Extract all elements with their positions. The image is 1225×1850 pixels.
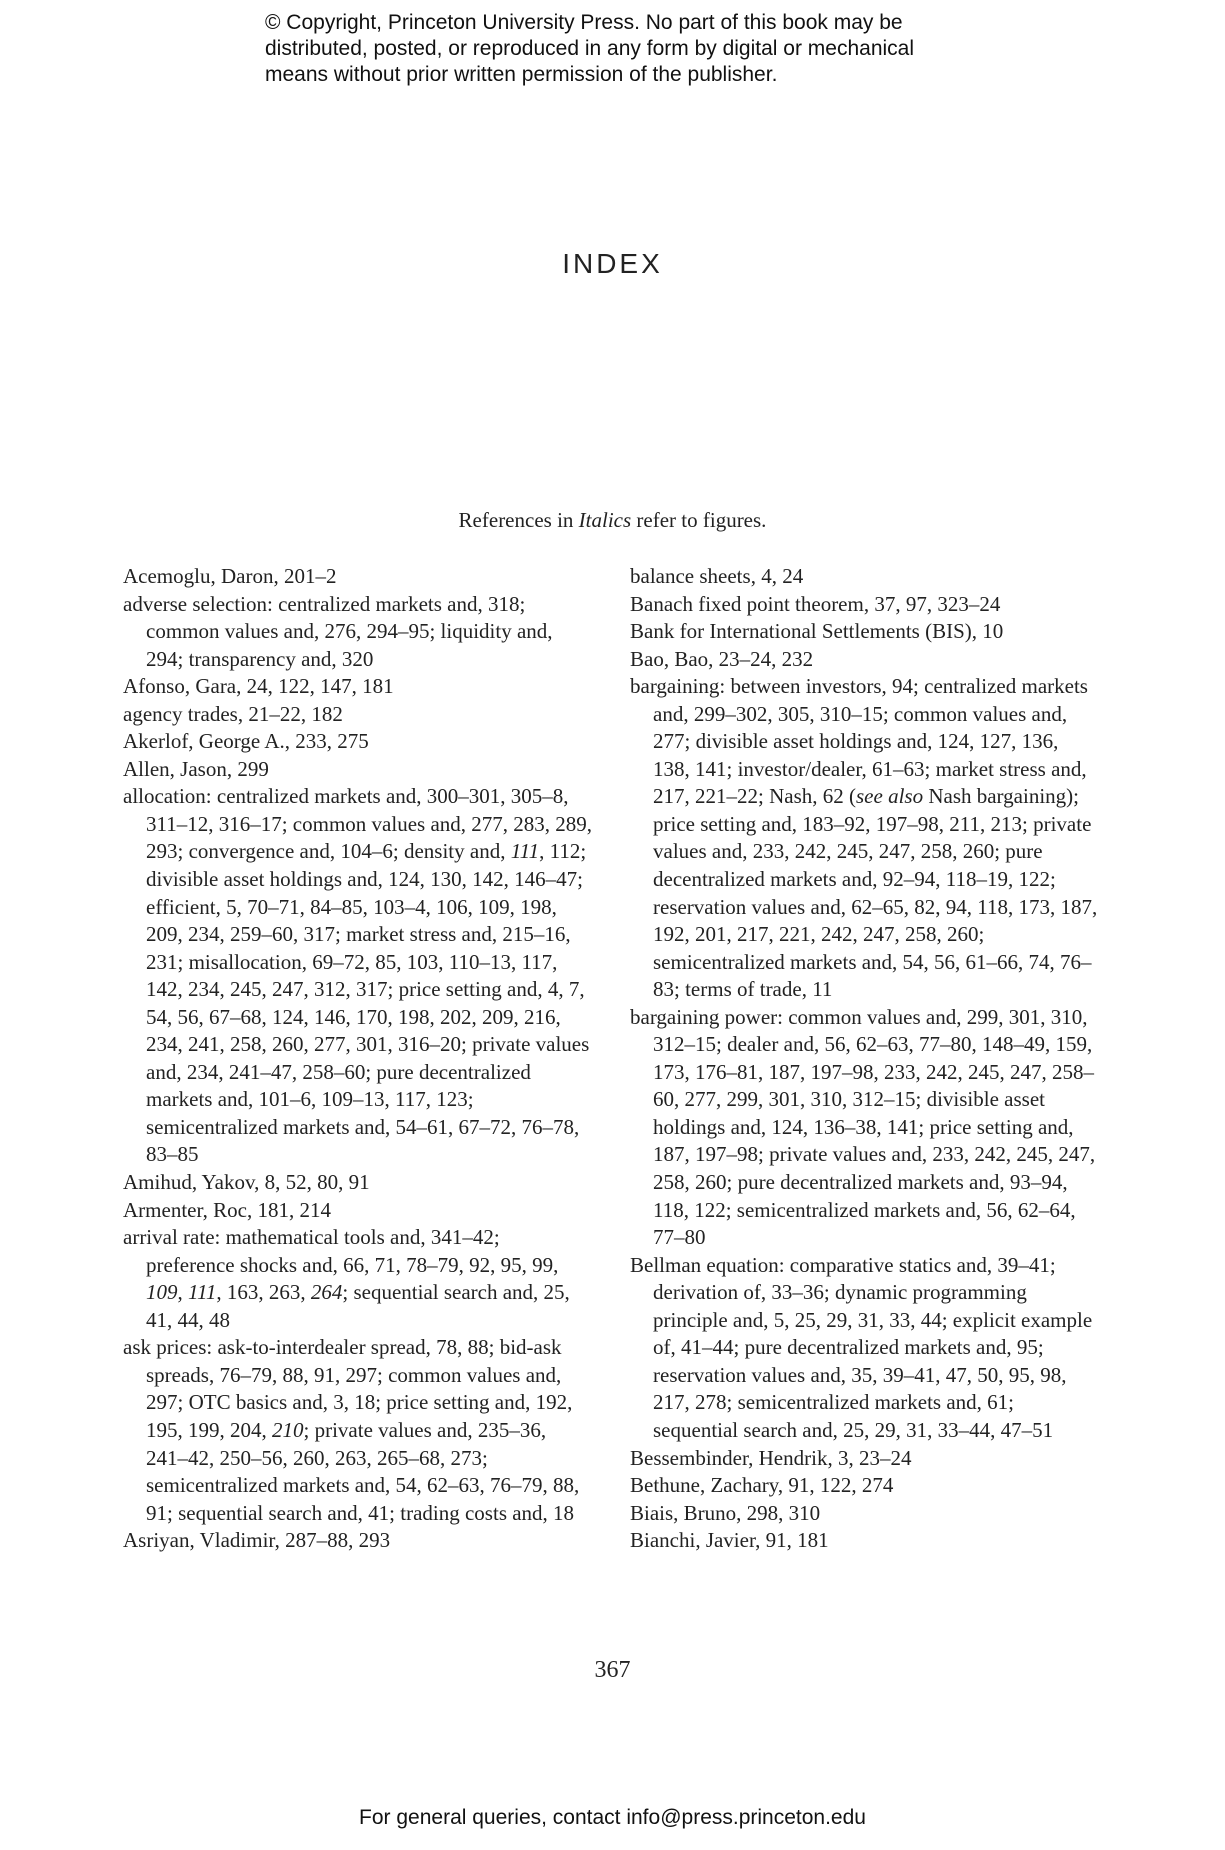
index-column-right (630, 563, 1100, 1555)
page-number: 367 (594, 1657, 631, 1683)
index-entry (630, 563, 1100, 591)
index-entry (123, 783, 593, 1169)
index-entry-text: Bank for International Settlements (BIS), 10 (630, 619, 1004, 644)
index-entry-text: Bianchi, Javier, 91, 181 (630, 1528, 829, 1553)
index-entry-text: Amihud, Yakov, 8, 52, 80, 91 (123, 1170, 370, 1195)
index-entry-text: Nash bargaining); price setting and, 183–92, 197–98, 211, 213; private values and, 233, 242, 245, 247, 258, 260; pure decentralized markets and, 92–94, 118–19, 122; reservation values and, 62–65, 82, 94, 118, 173, 187, 192, 201, 217, 221, 242, 247, 258, 260; semicentralized markets and, 54, 56, 61–66, 74, 76–83; terms of trade, 11 (653, 784, 1098, 1002)
index-entry-text: Bellman equation: comparative statics and, 39–41; derivation of, 33–36; dynamic programming principle and, 5, 25, 29, 31, 33, 44; explicit example of, 41–44; pure decentralized markets and, 95; reservation values and, 35, 39–41, 47, 50, 95, 98, 217, 278; semicentralized markets and, 61; sequential search and, 25, 29, 31, 33–44, 47–51 (630, 1252, 1093, 1442)
index-entry-text: ask prices: ask-to-interdealer spread, 78, 88; bid-ask spreads, 76–79, 88, 91, 297; common values and, 297; OTC basics and, 3, 18; price setting and, 192, 195, 199, 204, (123, 1335, 573, 1442)
index-entry (630, 1500, 1100, 1528)
italics-note (0, 508, 1225, 533)
index-entry (123, 1169, 593, 1197)
index-entry (630, 1252, 1100, 1445)
index-entry-text: Allen, Jason, 299 (123, 756, 269, 781)
index-entry-text: Afonso, Gara, 24, 122, 147, 181 (123, 674, 394, 699)
index-entry (123, 728, 593, 756)
index-entry-text: Armenter, Roc, 181, 214 (123, 1197, 331, 1222)
index-column-left (123, 563, 593, 1555)
figure-page-reference: 111 (188, 1280, 217, 1305)
figure-page-reference: 210 (272, 1417, 304, 1442)
index-entry-text: agency trades, 21–22, 182 (123, 701, 343, 726)
figure-page-reference: 111 (510, 839, 540, 864)
figure-page-reference: see also (856, 784, 924, 809)
index-entry-text: ; private values and, 235–36, 241–42, 250–56, 260, 263, 265–68, 273; semicentralized markets and, 54, 62–63, 76–79, 88, 91; sequential search and, 41; trading costs and, 18 (146, 1417, 580, 1525)
index-entry-text: adverse selection: centralized markets and, 318; common values and, 276, 294–95; liquidity and, 294; transparency and, 320 (123, 591, 553, 671)
index-entry (630, 1527, 1100, 1555)
index-entry (630, 618, 1100, 646)
index-entry-text: ; sequential search and, 25, 41, 44, 48 (146, 1280, 570, 1332)
index-entry (630, 1445, 1100, 1473)
figure-page-reference: 264 (310, 1280, 343, 1305)
index-entry-text: Acemoglu, Daron, 201–2 (123, 564, 337, 588)
index-entry-text: bargaining: between investors, 94; centralized markets and, 299–302, 305, 310–15; common values and, 277; divisible asset holdings and, 124, 127, 136, 138, 141; investor/dealer, 61–63; market stress and, 217, 221–22; Nash, 62 ( (630, 674, 1088, 809)
index-entry-text: balance sheets, 4, 24 (630, 564, 804, 588)
index-entry-text: Banach fixed point theorem, 37, 97, 323–24 (630, 591, 1001, 616)
index-entry (630, 646, 1100, 674)
index-entry (630, 673, 1100, 1004)
index-entry-text: Bao, Bao, 23–24, 232 (630, 646, 814, 671)
index-entry (123, 756, 593, 784)
index-entry-text: Bessembinder, Hendrik, 3, 23–24 (630, 1445, 912, 1470)
index-entry (123, 701, 593, 729)
index-entry (123, 1527, 593, 1555)
index-entry (123, 1224, 593, 1334)
index-entry-text: bargaining power: common values and, 299, 301, 310, 312–15; dealer and, 56, 62–63, 77–80, 148–49, 159, 173, 176–81, 187, 197–98, 233, 242, 245, 247, 258–60, 277, 299, 301, 310, 312–15; divisible asset holdings and, 124, 136–38, 141; price setting and, 187, 197–98; private values and, 233, 242, 245, 247, 258, 260; pure decentralized markets and, 93–94, 118, 122; semicentralized markets and, 56, 62–64, 77–80 (630, 1004, 1096, 1250)
copyright-line: means without prior written permission of the publisher. (265, 63, 778, 86)
index-entry-text: arrival rate: mathematical tools and, 341–42; preference shocks and, 66, 71, 78–79, 92, 95, 99, (123, 1225, 559, 1277)
index-entry (123, 1197, 593, 1225)
index-entry (123, 591, 593, 674)
note-text: References in (458, 508, 579, 532)
index-entry (123, 1334, 593, 1527)
footer-contact: For general queries, contact info@press.princeton.edu (359, 1806, 866, 1829)
copyright-line: distributed, posted, or reproduced in any form by digital or mechanical (265, 37, 915, 60)
note-italic-text: Italics (578, 508, 632, 532)
copyright-notice (265, 10, 1025, 88)
index-entry-text: Asriyan, Vladimir, 287–88, 293 (123, 1528, 391, 1553)
note-text: refer to figures. (631, 508, 767, 532)
index-entry (630, 1004, 1100, 1252)
index-entry (630, 591, 1100, 619)
index-entry-text: Bethune, Zachary, 91, 122, 274 (630, 1473, 894, 1498)
index-entry-text: , 112; divisible asset holdings and, 124, 130, 142, 146–47; efficient, 5, 70–71, 84–85, 103–4, 106, 109, 198, 209, 234, 259–60, 317; market stress and, 215–16, 231; misallocation, 69–72, 85, 103, 110–13, 117, 142, 234, 245, 247, 312, 317; price setting and, 4, 7, 54, 56, 67–68, 124, 146, 170, 198, 202, 209, 216, 234, 241, 258, 260, 277, 301, 316–20; private values and, 234, 241–47, 258–60; pure decentralized markets and, 101–6, 109–13, 117, 123; semicentralized markets and, 54–61, 67–72, 76–78, 83–85 (146, 839, 590, 1167)
index-entry-text: , (177, 1280, 188, 1305)
index-entry (123, 563, 593, 591)
figure-page-reference: 109 (146, 1280, 178, 1305)
page-title: INDEX (562, 248, 663, 279)
index-entry (630, 1472, 1100, 1500)
index-entry-text: allocation: centralized markets and, 300–301, 305–8, 311–12, 316–17; common values and, 277, 283, 289, 293; convergence and, 104–6; density and, (123, 784, 593, 864)
index-entry-text: Biais, Bruno, 298, 310 (630, 1500, 821, 1525)
index-entry-text: Akerlof, George A., 233, 275 (123, 729, 369, 754)
copyright-line: © Copyright, Princeton University Press. No part of this book may be (265, 11, 903, 34)
index-entry (123, 673, 593, 701)
index-entry-text: , 163, 263, (216, 1280, 311, 1305)
